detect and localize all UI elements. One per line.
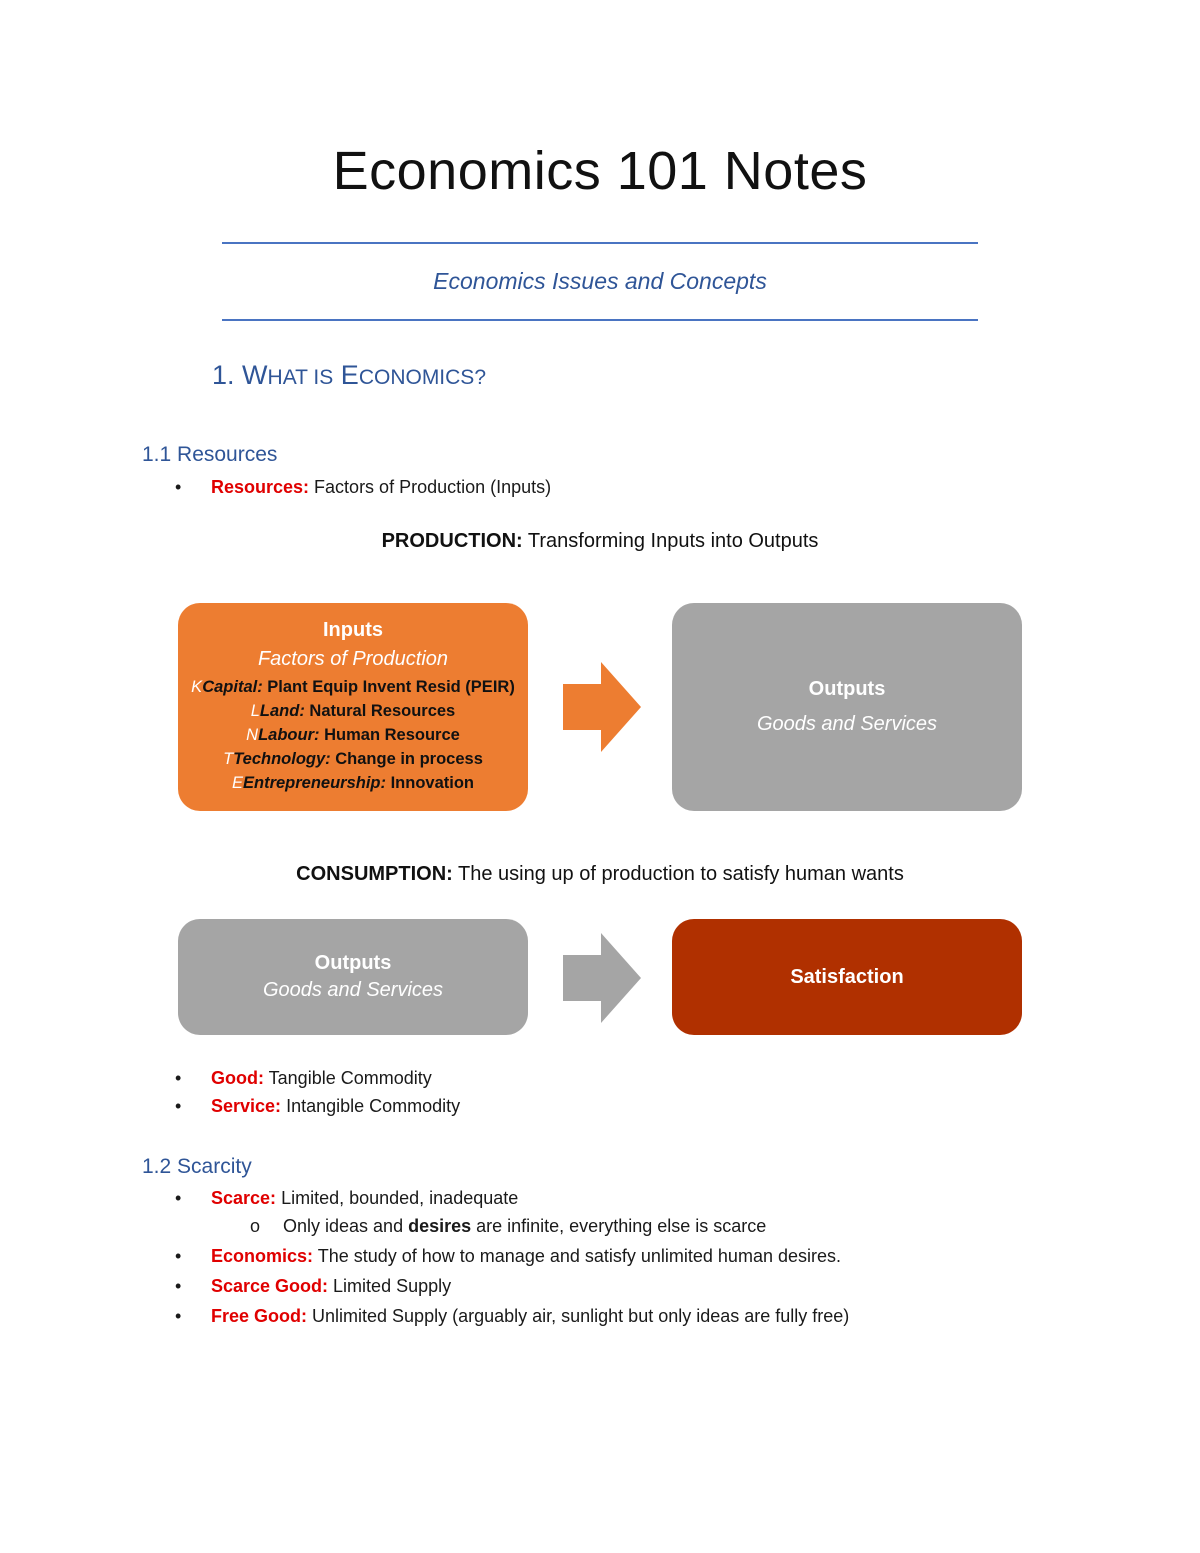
page-subtitle: Economics Issues and Concepts bbox=[433, 268, 767, 294]
bullet-dot: • bbox=[175, 1068, 182, 1088]
factor-item: TTechnology: Change in process bbox=[223, 750, 483, 768]
bullet-dot: • bbox=[175, 1246, 182, 1266]
section-heading-rest1: HAT IS bbox=[267, 366, 334, 389]
bullet-dot: • bbox=[175, 477, 182, 497]
production-caption-label: PRODUCTION: bbox=[381, 530, 523, 552]
outputs-subtitle: Goods and Services bbox=[756, 713, 938, 735]
consumption-outputs-title: Outputs bbox=[314, 952, 392, 974]
title-rule-top bbox=[222, 242, 978, 244]
list-item: • Economics: The study of how to manage and satisfy unlimited human desires. bbox=[175, 1246, 841, 1266]
bullet-dot: • bbox=[175, 1096, 182, 1116]
page-title: Economics 101 Notes bbox=[332, 141, 868, 201]
sub-bullet-marker: o bbox=[250, 1216, 261, 1236]
outputs-box bbox=[672, 603, 1022, 811]
list-item: • Scarce Good: Limited Supply bbox=[175, 1276, 452, 1296]
satisfaction-title: Satisfaction bbox=[790, 965, 904, 988]
consumption-outputs-subtitle: Goods and Services bbox=[262, 979, 444, 1001]
section-heading-rest2: CONOMICS? bbox=[358, 366, 486, 389]
section-heading bbox=[212, 360, 486, 391]
outputs-title: Outputs bbox=[808, 678, 886, 700]
bullet-text: Factors of Production (Inputs) bbox=[309, 477, 552, 497]
subsection-heading-resources: 1.1 Resources bbox=[142, 443, 278, 466]
section-heading-cap1: W bbox=[242, 360, 268, 390]
list-item: • Service: Intangible Commodity bbox=[175, 1096, 461, 1116]
list-item bbox=[175, 477, 551, 498]
inputs-title: Inputs bbox=[323, 619, 383, 641]
production-caption bbox=[0, 530, 1200, 553]
bullet-dot: • bbox=[175, 1306, 182, 1326]
section-number: 1. bbox=[212, 360, 235, 390]
consumption-caption-text: The using up of production to satisfy human wants bbox=[452, 863, 904, 885]
factor-item: NLabour: Human Resource bbox=[246, 726, 460, 744]
factor-item: LLand: Natural Resources bbox=[250, 702, 456, 720]
satisfaction-box bbox=[672, 919, 1022, 1035]
consumption-caption bbox=[0, 863, 1200, 886]
title-rule-bottom bbox=[222, 319, 978, 321]
subsection-heading-scarcity: 1.2 Scarcity bbox=[142, 1155, 252, 1178]
inputs-subtitle: Factors of Production bbox=[257, 648, 449, 670]
section-heading-cap2: E bbox=[340, 360, 359, 390]
sub-list-item: o Only ideas and desires are infinite, everything else is scarce bbox=[250, 1216, 767, 1236]
factor-item: EEntrepreneurship: Innovation bbox=[231, 774, 475, 792]
factor-item: KCapital: Plant Equip Invent Resid (PEIR) bbox=[191, 678, 515, 696]
bullet-dot: • bbox=[175, 1188, 182, 1208]
arrow-right-icon bbox=[563, 662, 641, 752]
arrow-right-icon bbox=[563, 933, 641, 1023]
inputs-box bbox=[178, 603, 528, 811]
consumption-caption-label: CONSUMPTION: bbox=[296, 863, 453, 885]
list-item: • Good: Tangible Commodity bbox=[175, 1068, 432, 1088]
bullet-dot: • bbox=[175, 1276, 182, 1296]
list-item: • Scarce: Limited, bounded, inadequate bbox=[175, 1188, 519, 1208]
list-item: • Free Good: Unlimited Supply (arguably air, sunlight but only ideas are fully free) bbox=[175, 1306, 850, 1326]
bullet-term: Resources: bbox=[211, 477, 310, 497]
production-caption-text: Transforming Inputs into Outputs bbox=[522, 530, 819, 552]
consumption-outputs-box bbox=[178, 919, 528, 1035]
